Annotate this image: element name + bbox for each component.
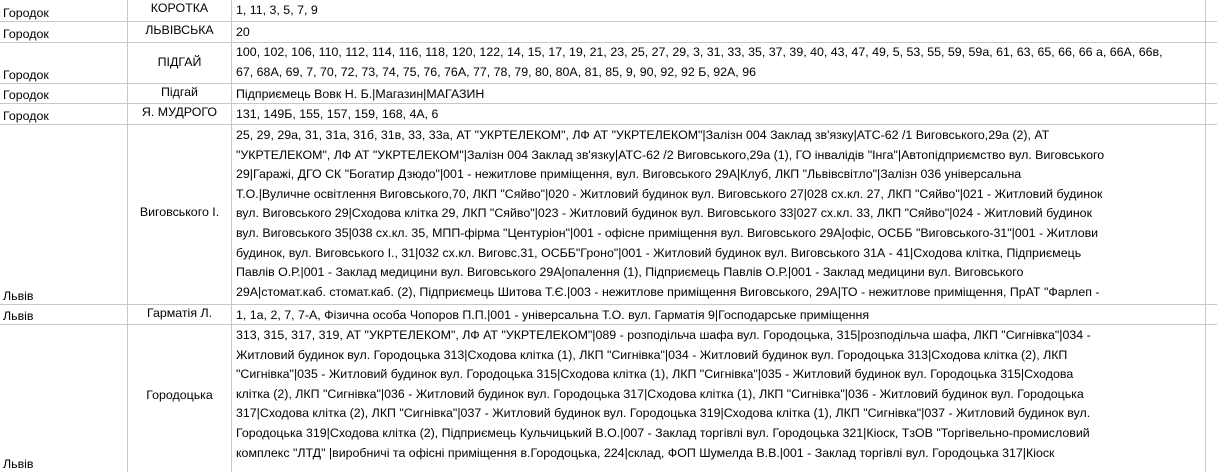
details-text	[236, 43, 1203, 82]
cell-street[interactable]	[128, 325, 232, 472]
cell-empty[interactable]	[1206, 104, 1217, 124]
cell-empty[interactable]	[1206, 325, 1217, 472]
details-line: 29|Гаражі, ДГО СК "Богатир Дзюдо"|001 - нежитлове приміщення, вул. Виговського 29А|Клуб, ЛКП "Львівсвітло"|Залізн 036 універсальна	[236, 167, 1022, 182]
cell-city[interactable]	[0, 125, 128, 304]
cell-street[interactable]	[128, 0, 232, 21]
cell-details[interactable]	[232, 104, 1206, 124]
table-row	[0, 104, 1217, 125]
city-text: Львів	[3, 289, 34, 303]
cell-street[interactable]	[128, 22, 232, 42]
cell-city[interactable]	[0, 22, 128, 42]
cell-city[interactable]	[0, 84, 128, 103]
cell-city[interactable]	[0, 0, 128, 21]
details-line: 100, 102, 106, 110, 112, 114, 116, 118, 120, 122, 14, 15, 17, 19, 21, 23, 25, 27, 29, 3, 31, 33, 35, 37, 39, 40, 43, 47, 49, 5, 53, 55, 59, 59а, 61, 63, 65, 66, 66 а, 66А, 66в,	[236, 45, 1163, 59]
table-row	[0, 125, 1217, 305]
details-line: 313, 315, 317, 319, АТ "УКРТЕЛЕКОМ", ЛФ АТ "УКРТЕЛЕКОМ"|089 - розподільча шафа вул. Городоцька, 315|розподільча шафа, ЛКП "Сигнівка"|034 -	[236, 328, 1091, 342]
details-line: Т.О.|Вуличне освітлення Виговського,70, ЛКП "Сяйво"|020 - Житловий будинок вул. Виговського 27|028 сх.кл. 27, ЛКП "Сяйво"|021 - Житловий будинок	[236, 186, 1103, 201]
city-text: Городок	[3, 6, 49, 20]
city-text: Городок	[3, 88, 49, 102]
details-text: 20	[236, 25, 250, 39]
cell-city[interactable]	[0, 104, 128, 124]
cell-street[interactable]	[128, 305, 232, 324]
details-line: 67, 68А, 69, 7, 70, 72, 73, 74, 75, 76, 76А, 77, 78, 79, 80, 80А, 81, 85, 9, 90, 92, 92 Б, 92А, 96	[236, 64, 756, 79]
cell-details[interactable]	[232, 125, 1206, 304]
cell-city[interactable]	[0, 305, 128, 324]
details-line: 29А|стомат.каб. стомат.каб. (2), Підприємець Шитова Т.Є.|003 - нежитлове приміщення Виговського, 29А|ТО - нежитлове приміщення, ПрАТ "Фарлеп -	[236, 284, 1100, 299]
cell-details[interactable]	[232, 22, 1206, 42]
city-text: Львів	[3, 457, 34, 471]
street-text: Гарматія Л.	[146, 306, 213, 320]
cell-empty[interactable]	[1206, 125, 1217, 304]
cell-city[interactable]	[0, 43, 128, 83]
table-row	[0, 305, 1217, 325]
details-line: вул. Виговського 35|038 сх.кл. 35, МПП-фірма "Центуріон"|001 - офісне приміщення вул. Виговського 29А|офіс, ОСББ "Виговського-31"|001 - Житлови	[236, 225, 1099, 240]
city-text: Городок	[3, 109, 49, 123]
cell-street[interactable]	[128, 104, 232, 124]
city-text: Львів	[3, 309, 34, 323]
table-row	[0, 43, 1217, 84]
details-line: Житловий будинок вул. Городоцька 313|Сходова клітка (1), ЛКП "Сигнівка"|034 - Житловий будинок вул. Городоцька 313|Сходова клітка (2), ЛКП	[236, 347, 1068, 362]
table-row	[0, 325, 1217, 472]
cell-empty[interactable]	[1206, 43, 1217, 83]
details-text	[236, 126, 1203, 302]
table-row	[0, 84, 1217, 104]
details-text: 1, 11, 3, 5, 7, 9	[236, 3, 318, 17]
cell-empty[interactable]	[1206, 84, 1217, 103]
cell-details[interactable]	[232, 305, 1206, 324]
city-text: Городок	[3, 68, 49, 82]
cell-details[interactable]	[232, 43, 1206, 83]
details-text	[236, 326, 1203, 463]
street-text: ЛЬВІВСЬКА	[145, 23, 214, 37]
street-text: КОРОТКА	[150, 1, 209, 15]
street-text: ПІДГАЙ	[157, 55, 202, 69]
table-row	[0, 22, 1217, 43]
cell-details[interactable]	[232, 84, 1206, 103]
details-line: клітка (2), ЛКП "Сигнівка"|036 - Житловий будинок вул. Городоцька 317|Сходова клітка (1), ЛКП "Сигнівка"|036 - Житловий будинок вул. Городоцька	[236, 386, 1084, 401]
details-line: 25, 29, 29а, 31, 31а, 31б, 31в, 33, 33а, АТ "УКРТЕЛЕКОМ", ЛФ АТ "УКРТЕЛЕКОМ"|Залізн 004 Заклад зв'язку|АТС-62 /1 Виговського,29а (2), АТ	[236, 128, 1050, 142]
street-text: Підгай	[161, 85, 198, 99]
details-line: будинок, вул. Виговського І., 31|032 сх.кл. Виговс.31, ОСББ"Гроно"|001 - Житловий будинок вул. Виговського 31А - 41|Сходова клітка, Підприємець	[236, 245, 1082, 260]
details-text: Підприємець Вовк Н. Б.|Магазин|МАГАЗИН	[236, 87, 485, 101]
details-line: комплекс "ЛТД" |виробничі та офісні приміщення в.Городоцька, 224|склад, ФОП Шумелда В.В.|001 - Заклад торгівлі вул. Городоцька 317|Кіоск	[236, 445, 1055, 460]
cell-empty[interactable]	[1206, 22, 1217, 42]
details-line: 317|Сходова клітка (2), ЛКП "Сигнівка"|037 - Житловий будинок вул. Городоцька 319|Сходова клітка (1), ЛКП "Сигнівка"|037 - Житловий будинок вул.	[236, 406, 1091, 421]
cell-empty[interactable]	[1206, 0, 1217, 21]
cell-street[interactable]	[128, 125, 232, 304]
details-line: "Сигнівка"|035 - Житловий будинок вул. Городоцька 315|Сходова клітка (1), ЛКП "Сигнівка"|035 - Житловий будинок вул. Городоцька 315|Сходова	[236, 367, 1074, 382]
details-line: вул. Виговського 29|Сходова клітка 29, ЛКП "Сяйво"|023 - Житловий будинок вул. Виговського 33|027 сх.кл. 33, ЛКП "Сяйво"|024 - Житловий будинок	[236, 206, 1092, 221]
details-line: "УКРТЕЛЕКОМ", ЛФ АТ "УКРТЕЛЕКОМ"|Залізн 004 Заклад зв'язку|АТС-62 /2 Виговського,29а (1), ГО інвалідів "Інга"|Автопідприємство вул. Виговського	[236, 147, 1105, 162]
cell-city[interactable]	[0, 325, 128, 472]
cell-street[interactable]	[128, 84, 232, 103]
details-text: 1, 1а, 2, 7, 7-А, Фізична особа Чопоров П.П.|001 - універсальна Т.О. вул. Гарматія 9|Господарське приміщення	[236, 308, 870, 322]
street-text: Городоцька	[146, 388, 213, 402]
city-text: Городок	[3, 27, 49, 41]
cell-empty[interactable]	[1206, 305, 1217, 324]
table-row	[0, 0, 1217, 22]
details-line: Павлів О.Р.|001 - Заклад медицини вул. Виговського 29А|опалення (1), Підприємець Павлів О.Р.|001 - Заклад медицини вул. Виговського	[236, 265, 1024, 280]
cell-details[interactable]	[232, 0, 1206, 21]
cell-street[interactable]	[128, 43, 232, 83]
street-text: Я. МУДРОГО	[141, 105, 218, 119]
details-text: 131, 149Б, 155, 157, 159, 168, 4А, 6	[236, 107, 439, 121]
cell-details[interactable]	[232, 325, 1206, 472]
street-text: Виговського І.	[139, 205, 220, 219]
details-line: Городоцька 319|Сходова клітка (2), Підприємець Кульчицький В.О.|007 - Заклад торгівлі вул. Городоцька 321|Кіоск, ТзОВ "Торгівельно-промисловий	[236, 425, 1090, 440]
